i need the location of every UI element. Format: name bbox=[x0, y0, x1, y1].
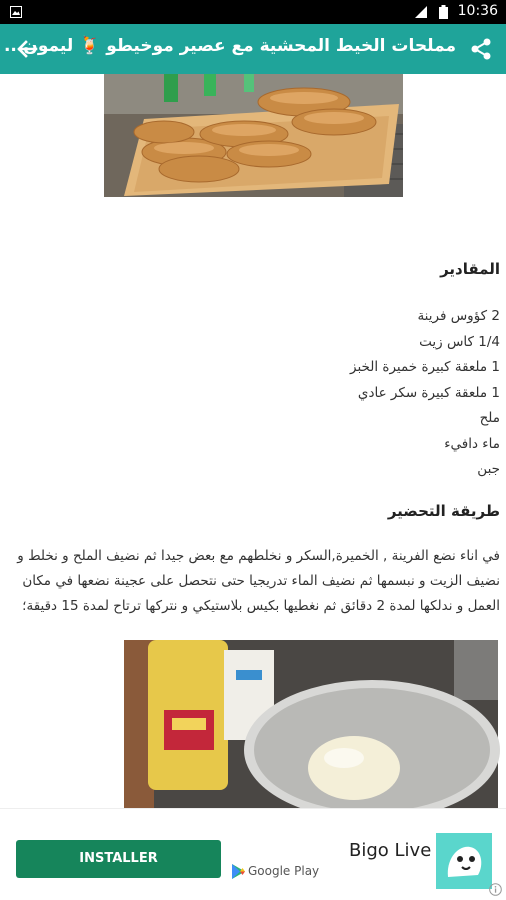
status-bar bbox=[0, 0, 506, 24]
app-logo-icon[interactable] bbox=[436, 833, 492, 889]
store-label: Google Play bbox=[248, 864, 320, 878]
list-item: ملح bbox=[479, 410, 500, 426]
list-item: 1 ملعقة كبيرة خميرة الخبز bbox=[350, 359, 500, 375]
bread-rolls-photo bbox=[104, 74, 403, 197]
ad-app-name[interactable]: Bigo Live bbox=[349, 840, 432, 861]
app-bar bbox=[0, 24, 506, 74]
list-item: 2 كؤوس فرينة bbox=[417, 308, 500, 324]
ingredients-list bbox=[20, 306, 500, 485]
image-notification-icon bbox=[10, 6, 22, 18]
google-play-badge[interactable] bbox=[232, 863, 322, 881]
method-paragraph: في اناء نضع الفرينة , الخميرة,السكر و نخلطهم مع بعض جيدا ثم نضيف الملح و نخلط و نضيف الزيت و نبسمها ثم نضيف الماء تدريجيا حتى نتحصل على عجينة نضعها في مكان العمل و ندلكها لمدة 2 دقائق ثم نغطيها بكيس بلاستيكي و نتركها ترتاح لمدة 15 دقيقة؛ bbox=[17, 548, 500, 614]
list-item: ماء دافيء bbox=[444, 435, 500, 452]
install-button[interactable]: INSTALLER bbox=[16, 840, 221, 878]
page-title: مملحات الخيط المحشية مع عصير موخيطو 🍹 ليمون... bbox=[3, 36, 456, 56]
list-item: 1/4 كاس زيت bbox=[419, 333, 500, 350]
battery-icon bbox=[439, 5, 448, 19]
list-item: 1 ملعقة كبيرة سكر عادي bbox=[357, 384, 500, 401]
article-content[interactable] bbox=[0, 74, 506, 808]
share-icon[interactable] bbox=[466, 34, 496, 64]
signal-icon bbox=[414, 5, 428, 19]
google-play-icon bbox=[232, 864, 245, 879]
ingredients-heading: المقادير bbox=[440, 260, 500, 278]
dough-bowl-photo bbox=[124, 640, 498, 816]
ad-info-icon[interactable] bbox=[489, 883, 502, 896]
method-heading: طريقة التحضير bbox=[387, 502, 500, 520]
list-item: جبن bbox=[477, 461, 500, 477]
status-time: 10:36 bbox=[457, 3, 498, 19]
ad-banner bbox=[0, 808, 506, 900]
